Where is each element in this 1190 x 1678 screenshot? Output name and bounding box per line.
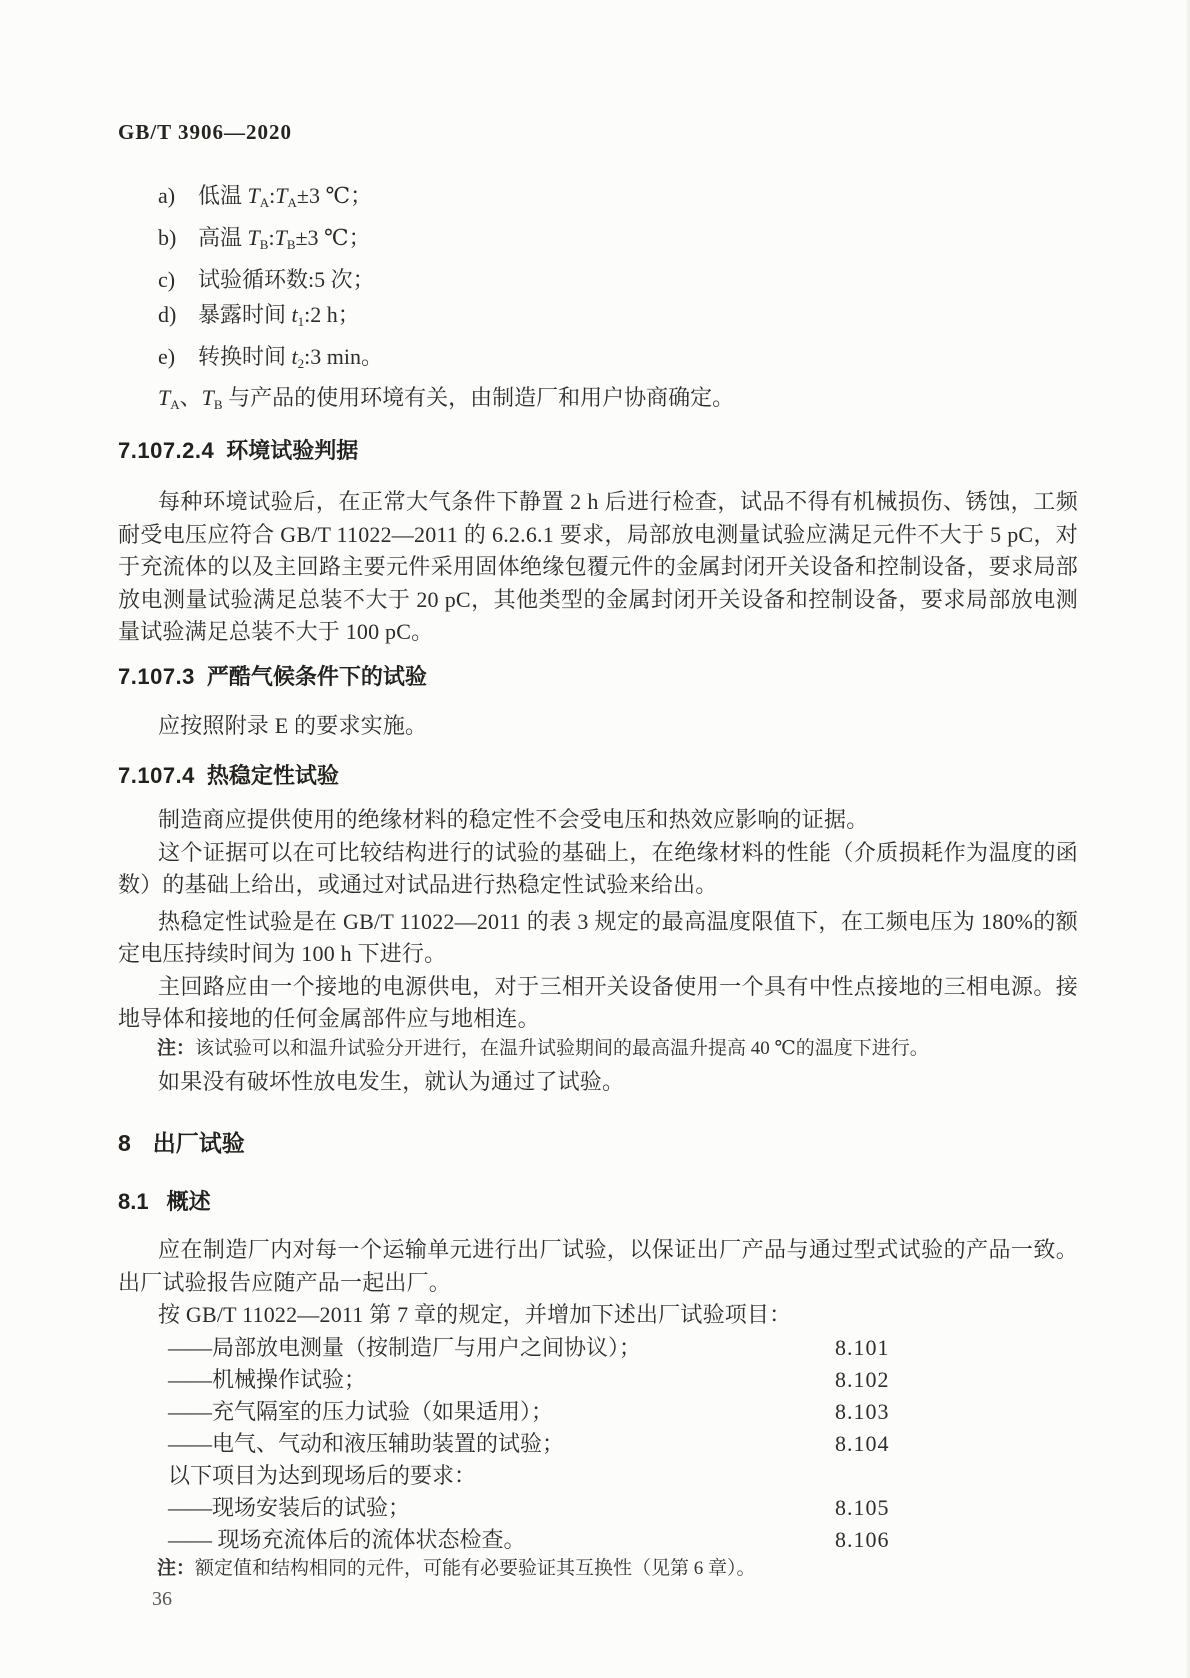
test-item-ref: 8.103: [835, 1398, 890, 1424]
test-item-text: —— 现场充流体后的流体状态检查。: [168, 1526, 526, 1552]
environment-test-parameter-list: [118, 178, 1078, 381]
note-label: 注：: [157, 1037, 196, 1059]
math-subscript: B: [213, 397, 223, 412]
test-item-ref: 8.105: [835, 1494, 890, 1520]
paragraph: 应按照附录 E 的要求实施。: [158, 712, 428, 738]
math-variable: t: [291, 302, 298, 327]
section-title: 概述: [166, 1189, 211, 1214]
paragraph-text: 与产品的使用环境有关，由制造厂和用户协商确定。: [222, 385, 735, 410]
chapter-title: 出厂试验: [152, 1130, 245, 1156]
section-heading-8-1: [118, 1188, 1078, 1216]
list-item-text: ±3 ℃；: [296, 183, 373, 208]
math-subscript: B: [286, 237, 296, 252]
test-item-text: ——现场安装后的试验；: [168, 1494, 411, 1520]
list-item-text: 低温: [198, 183, 248, 208]
doc-number: GB/T 3906—2020: [118, 120, 293, 144]
list-item-text: :3 min。: [304, 344, 383, 369]
list-item-label: e): [158, 344, 176, 369]
section-title: 热稳定性试验: [206, 763, 339, 788]
math-subscript: A: [287, 195, 297, 210]
list-item-label: c): [158, 267, 176, 292]
section-heading-7-107-4: [118, 761, 1078, 791]
test-item-text: ——局部放电测量（按制造厂与用户之间协议）；: [168, 1334, 642, 1360]
scan-edge-shadow: [1185, 0, 1190, 1678]
note-label: 注：: [157, 1557, 196, 1579]
paragraph: 每种环境试验后，在正常大气条件下静置 2 h 后进行检查，试品不得有机械损伤、锈蚀，工频耐受电压应符合 GB/T 11022—2011 的 6.2.6.1 要求，局部放电测量试验应满足元件不大于 5 pC，对于充流体的以及主回路主要元件采用固体绝缘包覆元件的金属封闭开关设备和控制设备，要求局部放电测量试验满足总装不大于 20 pC，其他类型的金属封闭开关设备和控制设备，要求局部放电测量试验满足总装不大于 100 pC。: [118, 489, 1078, 644]
math-variable: T: [247, 183, 260, 208]
page-number: 36: [152, 1587, 172, 1610]
test-item-row: [118, 1524, 1078, 1556]
section-number: 8.1: [118, 1189, 149, 1214]
list-item: [118, 262, 1078, 297]
test-item-ref: 8.106: [835, 1526, 890, 1552]
section-number: 7.107.2.4: [118, 438, 215, 463]
section-heading-7-107-2-4: [118, 436, 1078, 466]
note-text: 额定值和结构相同的元件，可能有必要验证其互换性（见第 6 章）。: [195, 1557, 756, 1579]
test-item-row: [118, 1396, 1078, 1428]
section-heading-7-107-3: [118, 662, 1078, 692]
test-item-row: [118, 1332, 1078, 1364]
chapter-heading-8: [118, 1128, 1078, 1158]
test-item-row: [118, 1364, 1078, 1396]
list-item-label: b): [158, 225, 177, 250]
list-item-label: a): [158, 183, 176, 208]
math-variable: T: [158, 385, 171, 410]
list-item-label: d): [158, 302, 177, 327]
math-variable: T: [247, 225, 260, 250]
math-subscript: B: [259, 237, 269, 252]
list-item-text: :: [269, 183, 276, 208]
paragraph: 这个证据可以在可比较结构进行的试验的基础上，在绝缘材料的性能（介质损耗作为温度的函数）的基础上给出，或通过对试品进行热稳定性试验来给出。: [118, 839, 1078, 897]
list-item-text: 高温: [198, 225, 248, 250]
test-item-row: [118, 1492, 1078, 1524]
list-item-text: :: [268, 225, 275, 250]
list-item-text: 暴露时间: [198, 302, 292, 327]
section-title: 环境试验判据: [226, 438, 359, 463]
math-subscript: 1: [297, 314, 305, 329]
paragraph: 如果没有破坏性放电发生，就认为通过了试验。: [158, 1068, 625, 1094]
chapter-number: 8: [118, 1130, 131, 1156]
list-item: [118, 297, 1078, 339]
list-item: [118, 220, 1078, 262]
test-item-ref: 8.104: [835, 1430, 890, 1456]
note-text: 该试验可以和温升试验分开进行，在温升试验期间的最高温升提高 40 ℃的温度下进行。: [195, 1037, 929, 1059]
list-item-text: :2 h；: [304, 302, 360, 327]
paragraph-ta-tb: [118, 382, 1078, 421]
section-number: 7.107.3: [118, 663, 195, 689]
list-item: [118, 339, 1078, 381]
note: [118, 1036, 1078, 1062]
note: [118, 1556, 1078, 1582]
test-item-text: ——电气、气动和液压辅助装置的试验；: [168, 1430, 565, 1456]
test-item-text: ——机械操作试验；: [168, 1366, 367, 1392]
math-variable: T: [201, 385, 214, 410]
paragraph: 制造商应提供使用的绝缘材料的稳定性不会受电压和热效应影响的证据。: [158, 807, 869, 832]
interlude-text: 以下项目为达到现场后的要求：: [168, 1462, 477, 1488]
test-item-row: [118, 1428, 1078, 1460]
test-item-text: ——充气隔室的压力试验（如果适用）；: [168, 1398, 554, 1424]
list-item-text: 转换时间: [198, 344, 292, 369]
paragraph: 按 GB/T 11022—2011 第 7 章的规定，并增加下述出厂试验项目：: [158, 1302, 792, 1327]
paragraph: 热稳定性试验是在 GB/T 11022—2011 的表 3 规定的最高温度限值下，在工频电压为 180%的额定电压持续时间为 100 h 下进行。: [118, 908, 1078, 966]
math-variable: T: [275, 183, 288, 208]
math-subscript: A: [170, 397, 180, 412]
paragraph: 应在制造厂内对每一个运输单元进行出厂试验，以保证出厂产品与通过型式试验的产品一致。出厂试验报告应随产品一起出厂。: [118, 1237, 1078, 1295]
routine-test-item-list: [118, 1332, 1078, 1556]
paragraph-text: 、: [179, 385, 202, 410]
math-subscript: 2: [297, 356, 305, 371]
test-item-ref: 8.101: [835, 1334, 890, 1360]
section-number: 7.107.4: [118, 763, 195, 788]
list-item: [118, 178, 1078, 220]
math-subscript: A: [259, 195, 270, 210]
section-title: 严酷气候条件下的试验: [206, 663, 427, 689]
math-variable: T: [274, 225, 287, 250]
math-variable: t: [291, 344, 298, 369]
test-item-ref: 8.102: [835, 1366, 890, 1392]
paragraph: 主回路应由一个接地的电源供电，对于三相开关设备使用一个具有中性点接地的三相电源。接地导体和接地的任何金属部件应与地相连。: [118, 973, 1078, 1031]
list-item-text: 试验循环数:5 次；: [198, 267, 375, 292]
list-item-text: ±3 ℃；: [295, 225, 371, 250]
